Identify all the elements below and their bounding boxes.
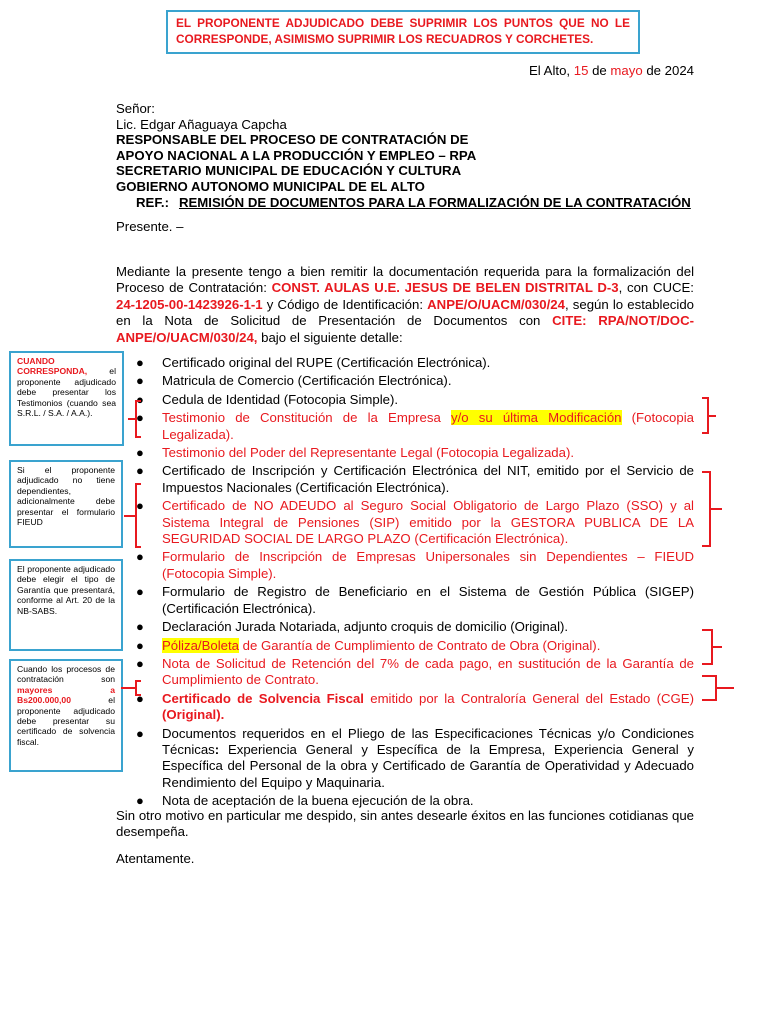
notice-text: EL PROPONENTE ADJUDICADO DEBE SUPRIMIR LOS PUNTOS QUE NO LE CORRESPONDE, ASIMISMO SUPRIMIR LOS RECUADROS Y CORCHETES. (176, 16, 630, 46)
item-text: Nota de aceptación de la buena ejecución de la obra. (162, 793, 474, 809)
date-year: de 2024 (642, 63, 694, 78)
list-item (116, 584, 694, 617)
date-place: El Alto, (529, 63, 574, 78)
item-text: Testimonio de Constitución de la Empresa (162, 410, 451, 426)
list-item (116, 445, 694, 461)
list-item (116, 410, 694, 443)
side-note-red: CUANDO CORRESPONDA, (17, 356, 88, 377)
closing-paragraph: Sin otro motivo en particular me despido, sin antes desearle éxitos en las funciones cotidianas que desempeña. (116, 808, 694, 840)
list-item (116, 656, 694, 689)
addressee-title-2: APOYO NACIONAL A LA PRODUCCIÓN Y EMPLEO – RPA (116, 147, 477, 163)
cite-code: CITE: RPA/NOT/DOC- ANPE/O/UACM/030/24, (116, 313, 694, 345)
list-item (116, 549, 694, 582)
date-day: 15 (573, 63, 589, 78)
right-bracket-4 (702, 676, 734, 700)
item-text: Certificado de Inscripción y Certificación Electrónica del NIT, emitido por el Servicio de Impuestos Nacionales (Certificación Electrónica). (162, 463, 694, 495)
identification-code: ANPE/O/UACM/030/24 (427, 296, 565, 312)
intro-text-4: , según lo establecido en la Nota de Solicitud de Presentación de Documentos con (116, 296, 694, 329)
bullet-icon: ● (136, 549, 144, 565)
item-highlight: y/o su última Modificación (450, 410, 622, 426)
item-text: Matricula de Comercio (Certificación Electrónica). (162, 373, 452, 389)
intro-text-2: , con CUCE: (618, 280, 694, 296)
bullet-icon: ● (136, 410, 144, 426)
side-note-solvencia (9, 659, 123, 772)
side-note-text: El proponente adjudicado debe elegir el tipo de Garantía que presentará, conforme al Art. 20 de la NB-SABS. (17, 564, 115, 616)
reference-line (116, 195, 716, 211)
addressee-title-3: SECRETARIO MUNICIPAL DE EDUCACIÓN Y CULTURA (116, 163, 462, 179)
bullet-icon: ● (136, 725, 144, 741)
intro-text-5: bajo el siguiente detalle: (257, 329, 403, 345)
list-item (116, 726, 694, 792)
reference-text: REMISIÓN DE DOCUMENTOS PARA LA FORMALIZACIÓN DE LA CONTRATACIÓN (178, 194, 691, 210)
bullet-icon: ● (136, 498, 144, 514)
salutation: Señor: (116, 101, 155, 116)
bullet-icon: ● (136, 690, 144, 706)
bullet-icon: ● (136, 637, 144, 653)
item-text-end: Experiencia General y Específica de la Empresa, Experiencia General y Específica del Personal de la obra y Certificado de Garantía de Operatividad y Adecuado Rendimiento del Equipo y Maquinaria. (162, 741, 694, 790)
item-text: emitido por la Contraloría General del Estado (CGE) (363, 690, 694, 706)
bullet-icon: ● (136, 355, 144, 370)
item-text: Certificado de NO ADEUDO al Seguro Social Obligatorio de Largo Plazo (SSO) y al Sistema Integral de Pensiones (SIP) emitido por la GESTORA PUBLICA DE LA SEGURIDAD SOCIAL DE LARGO PLAZO (Certificación Electrónica). (162, 498, 694, 547)
list-item (116, 619, 694, 635)
list-item (116, 691, 694, 724)
cuce-code: 24-1205-00-1423926-1-1 (116, 296, 263, 312)
date-month: mayo (610, 63, 643, 78)
date-line (529, 63, 694, 79)
side-note-testimonios (9, 351, 124, 446)
side-note-text: Si el proponente adjudicado no tiene dependientes, adicionalmente debe presentar el formulario FIEUD (17, 465, 115, 528)
item-text: Documentos requeridos en el Pliego de las Especificaciones Técnicas y/o Condiciones Técnicas (162, 725, 694, 757)
reference-label: REF.: (136, 194, 169, 210)
right-bracket-3 (702, 630, 722, 664)
right-bracket-2 (702, 472, 722, 546)
item-text: Cedula de Identidad (Fotocopia Simple). (162, 391, 399, 407)
right-bracket-1 (702, 398, 716, 433)
document-list (116, 355, 694, 812)
addressee-title-4: GOBIERNO AUTONOMO MUNICIPAL DE EL ALTO (116, 178, 425, 194)
bullet-icon: ● (136, 655, 144, 671)
bullet-icon: ● (136, 619, 144, 635)
project-name: CONST. AULAS U.E. JESUS DE BELEN DISTRITAL D-3 (271, 280, 619, 296)
addressee-name: Lic. Edgar Añaguaya Capcha (116, 116, 287, 132)
date-de1: de (588, 63, 611, 78)
bullet-icon: ● (136, 373, 144, 389)
item-text-bold-end: (Original). (162, 707, 225, 723)
item-text-end: (Fotocopia Legalizada). (162, 410, 694, 442)
notice-box (166, 10, 640, 54)
side-note-text: el proponente adjudicado debe presentar los Testimonios (cuando sea S.R.L. / S.A. / A.A.). (17, 366, 116, 419)
addressee-title-1: RESPONSABLE DEL PROCESO DE CONTRATACIÓN DE (116, 132, 469, 148)
intro-text-3: y Código de Identificación: (262, 296, 428, 312)
greeting: Presente. – (116, 219, 184, 234)
item-text: Certificado original del RUPE (Certificación Electrónica). (162, 355, 491, 370)
side-note-garantia (9, 559, 123, 651)
side-note-fieud (9, 460, 123, 548)
list-item (116, 463, 694, 496)
bullet-icon: ● (136, 463, 144, 479)
item-text: Nota de Solicitud de Retención del 7% de cada pago, en sustitución de la Garantía de Cumplimiento de Contrato. (162, 655, 694, 688)
item-text-bold: Certificado de Solvencia Fiscal (162, 690, 364, 706)
list-item (116, 373, 694, 389)
list-item (116, 355, 694, 371)
intro-text-1: Mediante la presente tengo a bien remitir la documentación requerida para la formalización del Proceso de Contratación: (116, 264, 694, 296)
list-item (116, 638, 694, 654)
list-item (116, 498, 694, 547)
side-note-text-end: el proponente adjudicado debe presentar su certificado de solvencia fiscal. (17, 695, 115, 747)
item-text: de Garantía de Cumplimiento de Contrato de Obra (Original). (238, 637, 601, 653)
item-colon: : (214, 741, 228, 757)
item-text: Declaración Jurada Notariada, adjunto croquis de domicilio (Original). (162, 619, 569, 635)
item-text: Formulario de Inscripción de Empresas Unipersonales sin Dependientes – FIEUD (Fotocopia Simple). (162, 549, 694, 581)
addressee-block (116, 101, 716, 210)
item-highlight: Póliza/Boleta (162, 637, 239, 653)
list-item (116, 392, 694, 408)
intro-paragraph (116, 264, 694, 346)
bullet-icon: ● (136, 584, 144, 600)
bullet-icon: ● (136, 445, 144, 461)
bullet-icon: ● (136, 793, 144, 809)
signoff: Atentamente. (116, 851, 195, 866)
side-note-red: mayores a Bs200.000,00 (17, 684, 115, 706)
item-text: Formulario de Registro de Beneficiario en el Sistema de Gestión Pública (SIGEP) (Certificación Electrónica). (162, 584, 694, 616)
item-text: Testimonio del Poder del Representante Legal (Fotocopia Legalizada). (162, 445, 574, 461)
side-note-text: Cuando los procesos de contratación son (17, 664, 115, 685)
bullet-icon: ● (136, 391, 144, 407)
